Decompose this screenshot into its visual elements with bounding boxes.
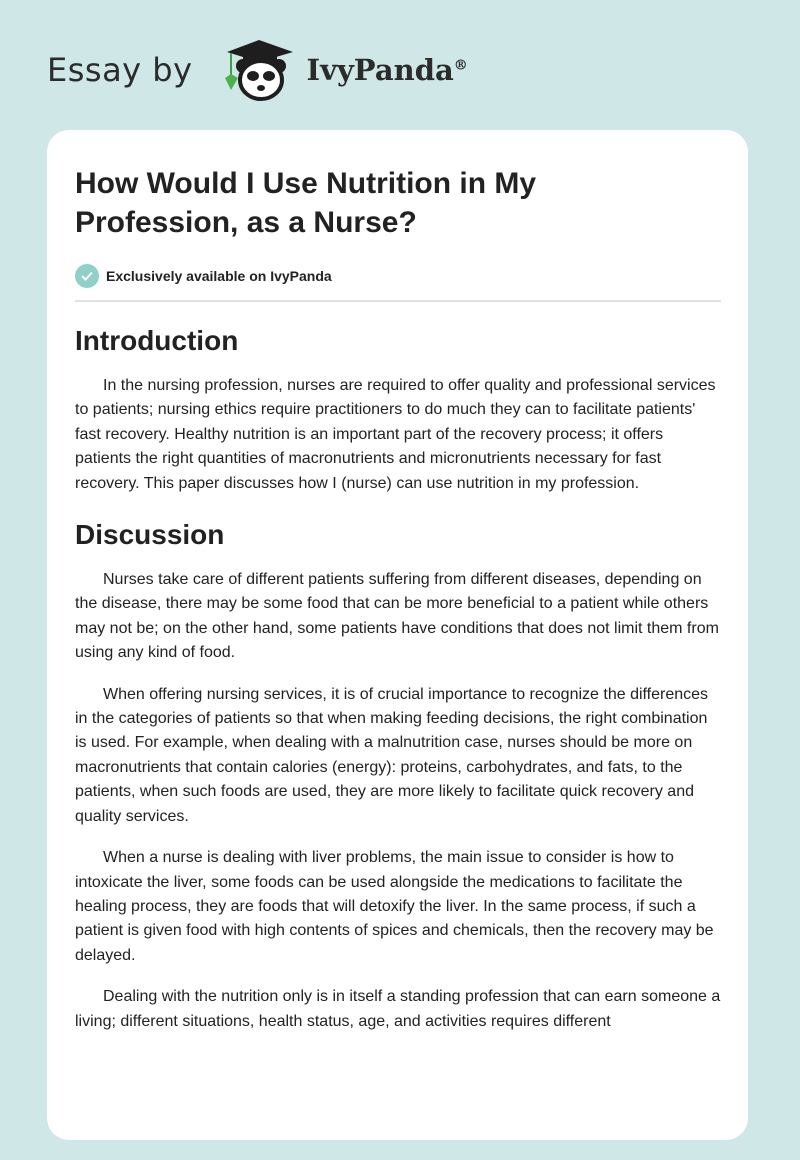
exclusive-badge xyxy=(75,264,721,288)
paragraph: When a nurse is dealing with liver problems, the main issue to consider is how to intoxicate the liver, some foods can be used alongside the medications to facilitate the healing process, they are foods that will detoxify the liver. In the same process, if such a patient is given food with high contents of spices and chemicals, then the recovery may be delayed. xyxy=(75,849,714,964)
divider xyxy=(75,300,721,302)
badge-text: Exclusively available on IvyPanda xyxy=(106,268,332,284)
essay-by-label: Essay by xyxy=(47,51,193,89)
check-icon xyxy=(75,264,99,288)
brand-name: IvyPanda® xyxy=(306,53,468,87)
site-header xyxy=(47,38,468,102)
paragraph: In the nursing profession, nurses are required to offer quality and professional services to patients; nursing ethics require practitioners to do much they can to facilitate patients' fast recovery. Healthy nutrition is an important part of the recovery process; it offers patients the right quantities of macronutrients and micronutrients necessary for fast recovery. This paper discusses how I (nurse) can use nutrition in my profession. xyxy=(75,377,716,492)
section-heading-introduction: Introduction xyxy=(75,325,239,356)
essay-title: How Would I Use Nutrition in My Profession, as a Nurse? xyxy=(75,167,537,239)
paragraph: When offering nursing services, it is of crucial importance to recognize the differences in the categories of patients so that when making feeding decisions, the right combination is used. For example, when dealing with a malnutrition case, nurses should be more on macronutrients that contain calories (energy): proteins, carbohydrates, and fats, to the patients, when such foods are used, they are more likely to facilitate quick recovery and quality services. xyxy=(75,685,709,825)
paragraph: Dealing with the nutrition only is in itself a standing profession that can earn someone a living; different situations, health status, age, and activities requires different xyxy=(75,988,721,1030)
essay-card xyxy=(47,130,748,1140)
panda-logo-icon xyxy=(213,38,299,102)
paragraph: Nurses take care of different patients suffering from different diseases, depending on the disease, there may be some food that can be more beneficial to a patient while others may not be; on the other hand, some patients have conditions that does not limit them from using any kind of food. xyxy=(75,571,719,662)
section-heading-discussion: Discussion xyxy=(75,519,225,551)
